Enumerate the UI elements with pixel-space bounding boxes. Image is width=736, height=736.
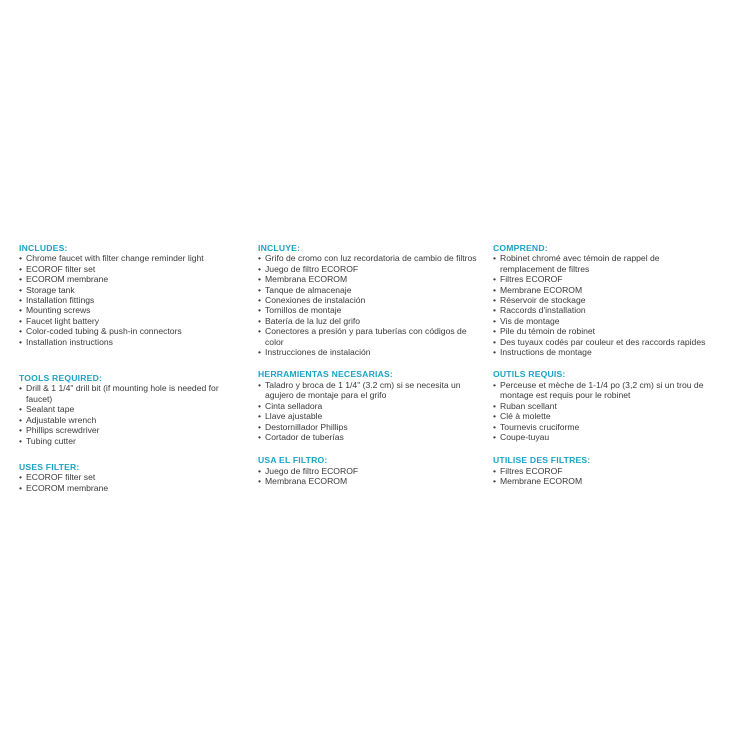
list-item: • ECOROM membrane bbox=[19, 274, 241, 284]
item-list bbox=[258, 466, 480, 487]
list-item: • Grifo de cromo con luz recordatoria de cambio de filtros bbox=[258, 253, 480, 263]
list-item: • Sealant tape bbox=[19, 404, 241, 414]
item-list bbox=[258, 380, 480, 442]
list-item: • Cinta selladora bbox=[258, 401, 480, 411]
list-item: • Drill & 1 1/4" drill bit (if mounting hole is needed for faucet) bbox=[19, 383, 241, 404]
list-item: • Des tuyaux codés par couleur et des raccords rapides bbox=[493, 337, 715, 347]
section-heading: USES FILTER: bbox=[19, 461, 80, 472]
section-tools-required bbox=[19, 373, 241, 446]
list-item: • Mounting screws bbox=[19, 305, 241, 315]
list-item: • Perceuse et mèche de 1-1/4 po (3,2 cm) si un trou de montage est requis pour le robinet bbox=[493, 380, 715, 401]
list-item: • Instructions de montage bbox=[493, 347, 715, 357]
list-item: • Conectores a presión y para tuberías con códigos de color bbox=[258, 326, 480, 347]
list-item: • Tornillos de montaje bbox=[258, 305, 480, 315]
list-item: • Taladro y broca de 1 1/4" (3.2 cm) si se necesita un agujero de montaje para el grifo bbox=[258, 380, 480, 401]
item-list bbox=[19, 383, 241, 445]
item-list bbox=[19, 472, 241, 493]
item-list bbox=[493, 466, 715, 487]
section-utilise-des-filtres bbox=[493, 455, 715, 486]
section-uses-filter bbox=[19, 462, 241, 493]
item-list bbox=[258, 253, 480, 357]
list-item: • Color-coded tubing & push-in connectors bbox=[19, 326, 241, 336]
list-item: • Instrucciones de instalación bbox=[258, 347, 480, 357]
list-item: • Installation instructions bbox=[19, 337, 241, 347]
list-item: • Conexiones de instalación bbox=[258, 295, 480, 305]
list-item: • Faucet light battery bbox=[19, 316, 241, 326]
list-item: • Clé à molette bbox=[493, 411, 715, 421]
list-item: • Tournevis cruciforme bbox=[493, 422, 715, 432]
list-item: • Adjustable wrench bbox=[19, 415, 241, 425]
section-heading: USA EL FILTRO: bbox=[258, 455, 328, 466]
list-item: • Coupe-tuyau bbox=[493, 432, 715, 442]
list-item: • Filtres ECOROF bbox=[493, 274, 715, 284]
list-item: • Vis de montage bbox=[493, 316, 715, 326]
list-item: • ECOROF filter set bbox=[19, 472, 241, 482]
list-item: • Batería de la luz del grifo bbox=[258, 316, 480, 326]
section-comprend bbox=[493, 243, 715, 357]
list-item: • Ruban scellant bbox=[493, 401, 715, 411]
list-item: • ECOROF filter set bbox=[19, 264, 241, 274]
section-includes bbox=[19, 243, 241, 347]
list-item: • Membrane ECOROM bbox=[493, 285, 715, 295]
list-item: • Réservoir de stockage bbox=[493, 295, 715, 305]
item-list bbox=[493, 253, 715, 357]
section-heading: COMPREND: bbox=[493, 243, 548, 253]
section-heading: OUTILS REQUIS: bbox=[493, 369, 566, 380]
list-item: • ECOROM membrane bbox=[19, 483, 241, 493]
list-item: • Robinet chromé avec témoin de rappel de remplacement de filtres bbox=[493, 253, 715, 274]
section-heading: INCLUYE: bbox=[258, 243, 301, 253]
section-heading: UTILISE DES FILTRES: bbox=[493, 455, 591, 466]
list-item: • Phillips screwdriver bbox=[19, 425, 241, 435]
section-heading: TOOLS REQUIRED: bbox=[19, 373, 103, 384]
list-item: • Raccords d'installation bbox=[493, 305, 715, 315]
section-heading: HERRAMIENTAS NECESARIAS: bbox=[258, 369, 393, 380]
item-list bbox=[19, 253, 241, 347]
list-item: • Llave ajustable bbox=[258, 411, 480, 421]
column-english bbox=[19, 243, 241, 493]
section-usa-el-filtro bbox=[258, 455, 480, 486]
list-item: • Cortador de tuberías bbox=[258, 432, 480, 442]
list-item: • Juego de filtro ECOROF bbox=[258, 264, 480, 274]
list-item: • Membrana ECOROM bbox=[258, 274, 480, 284]
list-item: • Tubing cutter bbox=[19, 436, 241, 446]
list-item: • Installation fittings bbox=[19, 295, 241, 305]
list-item: • Destornillador Phillips bbox=[258, 422, 480, 432]
list-item: • Tanque de almacenaje bbox=[258, 285, 480, 295]
list-item: • Pile du témoin de robinet bbox=[493, 326, 715, 336]
section-incluye bbox=[258, 243, 480, 357]
list-item: • Chrome faucet with filter change reminder light bbox=[19, 253, 241, 263]
list-item: • Filtres ECOROF bbox=[493, 466, 715, 476]
list-item: • Storage tank bbox=[19, 285, 241, 295]
list-item: • Membrane ECOROM bbox=[493, 476, 715, 486]
section-herramientas-necesarias bbox=[258, 369, 480, 442]
list-item: • Juego de filtro ECOROF bbox=[258, 466, 480, 476]
section-outils-requis bbox=[493, 369, 715, 442]
column-spanish bbox=[258, 243, 480, 487]
list-item: • Membrana ECOROM bbox=[258, 476, 480, 486]
section-heading: INCLUDES: bbox=[19, 243, 68, 253]
column-french bbox=[493, 243, 715, 487]
item-list bbox=[493, 380, 715, 442]
